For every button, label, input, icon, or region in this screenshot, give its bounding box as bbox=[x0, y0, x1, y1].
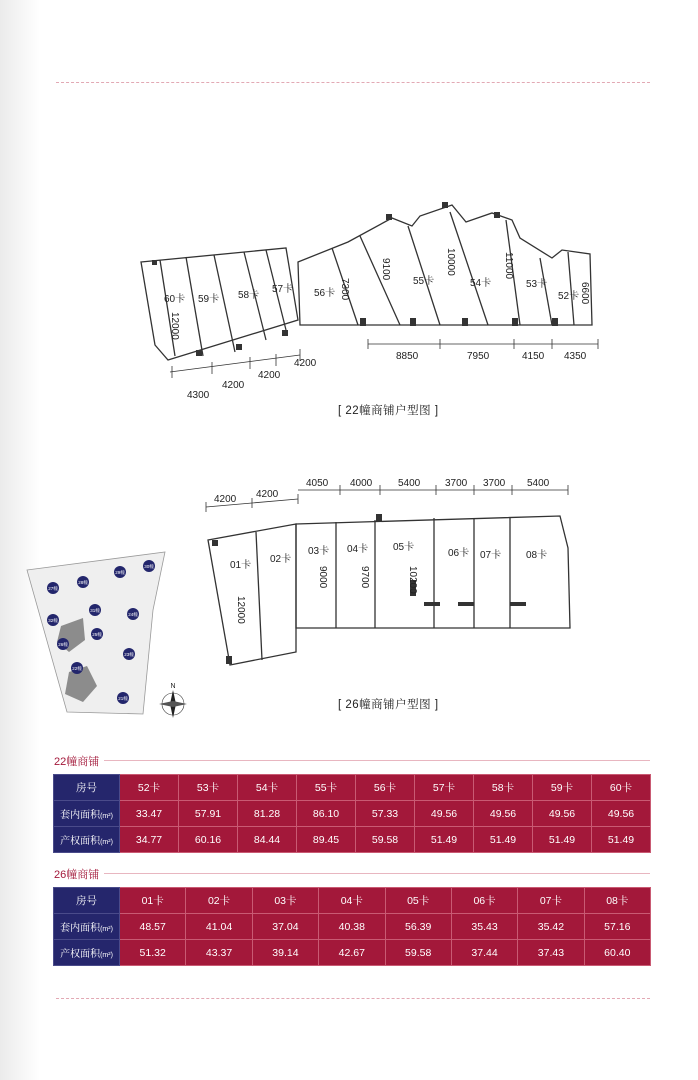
table-cell: 57.91 bbox=[179, 801, 238, 827]
depth-label-6600: 6600 bbox=[579, 282, 590, 305]
table-cell: 40.38 bbox=[319, 914, 385, 940]
unit-label-06: 06卡 bbox=[448, 548, 470, 559]
right-dim-3: 4150 bbox=[522, 351, 545, 362]
table-cell: 59.58 bbox=[385, 940, 451, 966]
table-cell: 60.16 bbox=[179, 827, 238, 853]
bldg-21-label: 21幢 bbox=[118, 696, 128, 701]
table-cell: 39.14 bbox=[252, 940, 318, 966]
table-26-title: 26幢商铺 bbox=[54, 869, 100, 881]
table-cell: 51.49 bbox=[474, 827, 533, 853]
plan-22-caption: [ 22幢商铺户型图 ] bbox=[338, 405, 439, 417]
col-60: 60卡 bbox=[592, 775, 651, 801]
col-52: 52卡 bbox=[120, 775, 179, 801]
unit-label-01: 01卡 bbox=[230, 560, 252, 571]
bldg-25-label: 25幢 bbox=[92, 632, 102, 637]
depth-label-7300: 7300 bbox=[339, 278, 350, 301]
header-label: 房号 bbox=[54, 775, 120, 801]
property-area-label: 产权面积(m²) bbox=[54, 940, 120, 966]
unit-label-54: 54卡 bbox=[470, 278, 492, 289]
table-cell: 51.49 bbox=[592, 827, 651, 853]
unit-label-05: 05卡 bbox=[393, 542, 415, 553]
table-cell: 33.47 bbox=[120, 801, 179, 827]
header-label: 房号 bbox=[54, 888, 120, 914]
table-row bbox=[54, 827, 651, 853]
col-06: 06卡 bbox=[451, 888, 517, 914]
table-cell: 48.57 bbox=[120, 914, 186, 940]
bldg-26-label: 26幢 bbox=[58, 642, 68, 647]
plan-26-caption: [ 26幢商铺户型图 ] bbox=[338, 699, 439, 711]
top-dim-5: 5400 bbox=[398, 478, 421, 489]
unit-label-56: 56卡 bbox=[314, 288, 336, 299]
unit-label-53: 53卡 bbox=[526, 279, 548, 290]
table-cell: 89.45 bbox=[297, 827, 356, 853]
table-cell: 34.77 bbox=[120, 827, 179, 853]
table-cell: 57.16 bbox=[584, 914, 650, 940]
table-cell: 49.56 bbox=[592, 801, 651, 827]
bldg-27-label: 27幢 bbox=[48, 586, 58, 591]
unit-label-04: 04卡 bbox=[347, 544, 369, 555]
table-row bbox=[54, 940, 651, 966]
inner-area-label: 套内面积(m²) bbox=[54, 801, 120, 827]
bottom-dim-4: 4200 bbox=[294, 358, 317, 369]
unit-label-03: 03卡 bbox=[308, 546, 330, 557]
bldg-32-label: 32幢 bbox=[48, 618, 58, 623]
table-cell: 51.49 bbox=[415, 827, 474, 853]
site-mini-map bbox=[25, 548, 195, 718]
col-56: 56卡 bbox=[356, 775, 415, 801]
table-cell: 49.56 bbox=[415, 801, 474, 827]
table-cell: 49.56 bbox=[474, 801, 533, 827]
bottom-dim-2: 4200 bbox=[222, 380, 245, 391]
depth-label-9000: 9000 bbox=[317, 566, 328, 589]
bldg-24-label: 24幢 bbox=[128, 612, 138, 617]
top-dim-2: 4200 bbox=[256, 489, 279, 500]
table-26-title-line bbox=[104, 873, 650, 874]
depth-label-10200: 10200 bbox=[407, 566, 418, 594]
col-05: 05卡 bbox=[385, 888, 451, 914]
bldg-29-label: 29幢 bbox=[115, 570, 125, 575]
bldg-23-label: 23幢 bbox=[124, 652, 134, 657]
bottom-dim-1: 4300 bbox=[187, 390, 210, 401]
depth-label-12000-26: 12000 bbox=[235, 596, 246, 624]
col-08: 08卡 bbox=[584, 888, 650, 914]
table-22 bbox=[53, 774, 651, 853]
depth-label-12000: 12000 bbox=[169, 312, 180, 340]
bldg-31-label: 31幢 bbox=[90, 608, 100, 613]
col-01: 01卡 bbox=[120, 888, 186, 914]
unit-label-08: 08卡 bbox=[526, 550, 548, 561]
col-57: 57卡 bbox=[415, 775, 474, 801]
bldg-28-label: 28幢 bbox=[78, 580, 88, 585]
inner-area-label: 套内面积(m²) bbox=[54, 914, 120, 940]
depth-label-9700: 9700 bbox=[359, 566, 370, 589]
col-58: 58卡 bbox=[474, 775, 533, 801]
top-dim-4: 4000 bbox=[350, 478, 373, 489]
property-area-label: 产权面积(m²) bbox=[54, 827, 120, 853]
depth-label-11000: 11000 bbox=[503, 252, 514, 280]
table-cell: 42.67 bbox=[319, 940, 385, 966]
bldg-22-label: 22幢 bbox=[72, 666, 82, 671]
unit-label-02: 02卡 bbox=[270, 554, 292, 565]
depth-label-9100: 9100 bbox=[380, 258, 391, 281]
table-cell: 59.58 bbox=[356, 827, 415, 853]
table-cell: 57.33 bbox=[356, 801, 415, 827]
table-cell: 49.56 bbox=[533, 801, 592, 827]
col-53: 53卡 bbox=[179, 775, 238, 801]
table-cell: 37.04 bbox=[252, 914, 318, 940]
table-cell: 51.32 bbox=[120, 940, 186, 966]
table-cell: 86.10 bbox=[297, 801, 356, 827]
top-dim-1: 4200 bbox=[214, 494, 237, 505]
table-cell: 43.37 bbox=[186, 940, 252, 966]
north-arrow-icon bbox=[159, 683, 187, 718]
table-cell: 51.49 bbox=[533, 827, 592, 853]
right-dim-1: 8850 bbox=[396, 351, 419, 362]
bottom-dim-3: 4200 bbox=[258, 370, 281, 381]
depth-label-10000: 10000 bbox=[445, 248, 456, 276]
col-04: 04卡 bbox=[319, 888, 385, 914]
right-dim-4: 4350 bbox=[564, 351, 587, 362]
table-cell: 35.43 bbox=[451, 914, 517, 940]
table-cell: 81.28 bbox=[238, 801, 297, 827]
unit-label-60: 60卡 bbox=[164, 294, 186, 305]
table-row bbox=[54, 914, 651, 940]
top-dim-6: 3700 bbox=[445, 478, 468, 489]
unit-label-59: 59卡 bbox=[198, 294, 220, 305]
table-26 bbox=[53, 887, 651, 966]
unit-label-52: 52卡 bbox=[558, 291, 580, 302]
top-dim-3: 4050 bbox=[306, 478, 329, 489]
unit-label-57: 57卡 bbox=[272, 284, 294, 295]
top-dim-7: 3700 bbox=[483, 478, 506, 489]
table-cell: 56.39 bbox=[385, 914, 451, 940]
unit-label-58: 58卡 bbox=[238, 290, 260, 301]
table-cell: 41.04 bbox=[186, 914, 252, 940]
col-55: 55卡 bbox=[297, 775, 356, 801]
unit-label-07: 07卡 bbox=[480, 550, 502, 561]
table-cell: 60.40 bbox=[584, 940, 650, 966]
north-label: N bbox=[170, 683, 176, 690]
table-cell: 37.44 bbox=[451, 940, 517, 966]
unit-label-55: 55卡 bbox=[413, 276, 435, 287]
col-54: 54卡 bbox=[238, 775, 297, 801]
table-cell: 37.43 bbox=[518, 940, 584, 966]
col-02: 02卡 bbox=[186, 888, 252, 914]
col-03: 03卡 bbox=[252, 888, 318, 914]
top-dim-8: 5400 bbox=[527, 478, 550, 489]
bldg-30-label: 30幢 bbox=[144, 564, 154, 569]
right-dim-2: 7950 bbox=[467, 351, 490, 362]
col-07: 07卡 bbox=[518, 888, 584, 914]
table-row bbox=[54, 775, 651, 801]
bottom-divider bbox=[56, 998, 650, 999]
table-row bbox=[54, 888, 651, 914]
table-cell: 35.42 bbox=[518, 914, 584, 940]
col-59: 59卡 bbox=[533, 775, 592, 801]
table-22-title-line bbox=[104, 760, 650, 761]
table-cell: 84.44 bbox=[238, 827, 297, 853]
table-22-title: 22幢商铺 bbox=[54, 756, 100, 768]
table-row bbox=[54, 801, 651, 827]
